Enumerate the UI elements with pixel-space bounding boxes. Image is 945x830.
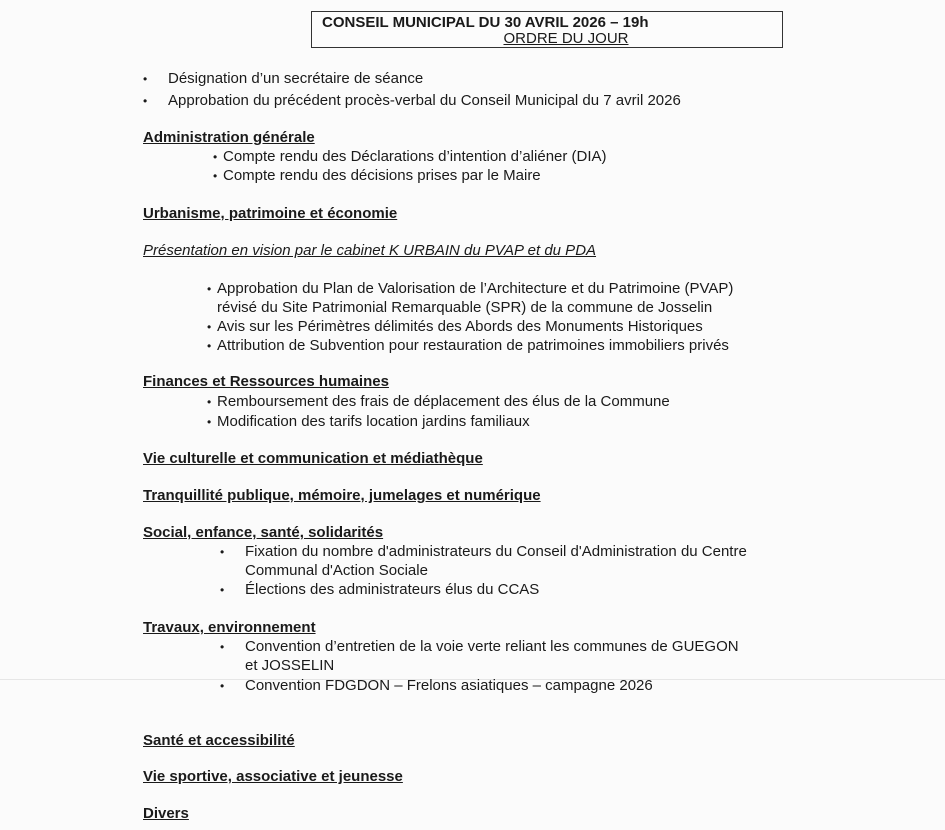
- bullet-icon: •: [213, 150, 218, 164]
- bullet-icon: •: [220, 583, 225, 597]
- list-item: [207, 337, 729, 354]
- item-text: Remboursement des frais de déplacement des élus de la Commune: [217, 393, 670, 410]
- list-item-continuation: et JOSSELIN: [245, 657, 335, 674]
- list-item: [207, 280, 733, 297]
- list-item: [207, 318, 703, 335]
- item-text: Convention d’entretien de la voie verte reliant les communes de GUEGON: [245, 638, 739, 655]
- section-heading-urbanisme: Urbanisme, patrimoine et économie: [143, 205, 398, 222]
- item-text: Convention FDGDON – Frelons asiatiques – campagne 2026: [245, 677, 653, 694]
- bullet-icon: •: [213, 169, 218, 183]
- section-heading-divers: Divers: [143, 805, 189, 822]
- section-heading-travaux: Travaux, environnement: [143, 619, 316, 636]
- list-item: [207, 413, 530, 430]
- section-heading-sport: Vie sportive, associative et jeunesse: [143, 768, 403, 785]
- list-item: [220, 581, 539, 598]
- list-item: [213, 167, 541, 184]
- item-text: Fixation du nombre d'administrateurs du Conseil d'Administration du Centre: [245, 543, 747, 560]
- item-text: Désignation d’un secrétaire de séance: [168, 70, 424, 87]
- title-box: [311, 11, 783, 48]
- list-item: [143, 92, 681, 109]
- section-heading-culture: Vie culturelle et communication et médiathèque: [143, 450, 483, 467]
- item-text: Avis sur les Périmètres délimités des Abords des Monuments Historiques: [217, 318, 703, 335]
- bullet-icon: •: [143, 94, 148, 108]
- list-item: [207, 393, 670, 410]
- item-text: Compte rendu des décisions prises par le Maire: [223, 167, 541, 184]
- bullet-icon: •: [207, 339, 212, 353]
- list-item-continuation: Communal d'Action Sociale: [245, 562, 428, 579]
- list-item: [220, 677, 653, 694]
- item-text: Approbation du précédent procès-verbal du Conseil Municipal du 7 avril 2026: [168, 92, 681, 109]
- bullet-icon: •: [220, 679, 225, 693]
- list-item: [143, 70, 423, 87]
- bullet-icon: •: [220, 640, 225, 654]
- item-text: Approbation du Plan de Valorisation de l’Architecture et du Patrimoine (PVAP): [217, 280, 734, 297]
- item-text: Modification des tarifs location jardins familiaux: [217, 413, 530, 430]
- bullet-icon: •: [143, 72, 148, 86]
- list-item: [220, 543, 747, 560]
- agenda-subtitle: ORDRE DU JOUR: [503, 30, 629, 47]
- list-item: [213, 148, 607, 165]
- item-text: Compte rendu des Déclarations d’intention d’aliéner (DIA): [223, 148, 607, 165]
- section-heading-admin: Administration générale: [143, 129, 315, 146]
- list-item: [220, 638, 739, 655]
- bullet-icon: •: [207, 415, 212, 429]
- item-text: Élections des administrateurs élus du CCAS: [245, 581, 540, 598]
- section-heading-finances: Finances et Ressources humaines: [143, 373, 389, 390]
- section-heading-tranquillite: Tranquillité publique, mémoire, jumelages et numérique: [143, 487, 541, 504]
- bullet-icon: •: [207, 320, 212, 334]
- item-text: Attribution de Subvention pour restauration de patrimoines immobiliers privés: [217, 337, 729, 354]
- section-heading-sante: Santé et accessibilité: [143, 732, 295, 749]
- section-heading-social: Social, enfance, santé, solidarités: [143, 524, 384, 541]
- bullet-icon: •: [207, 395, 212, 409]
- list-item-continuation: révisé du Site Patrimonial Remarquable (SPR) de la commune de Josselin: [217, 299, 713, 316]
- bullet-icon: •: [220, 545, 225, 559]
- presentation-note: Présentation en vision par le cabinet K URBAIN du PVAP et du PDA: [143, 242, 597, 259]
- bullet-icon: •: [207, 282, 212, 296]
- meeting-title: CONSEIL MUNICIPAL DU 30 AVRIL 2026 – 19h: [322, 14, 649, 31]
